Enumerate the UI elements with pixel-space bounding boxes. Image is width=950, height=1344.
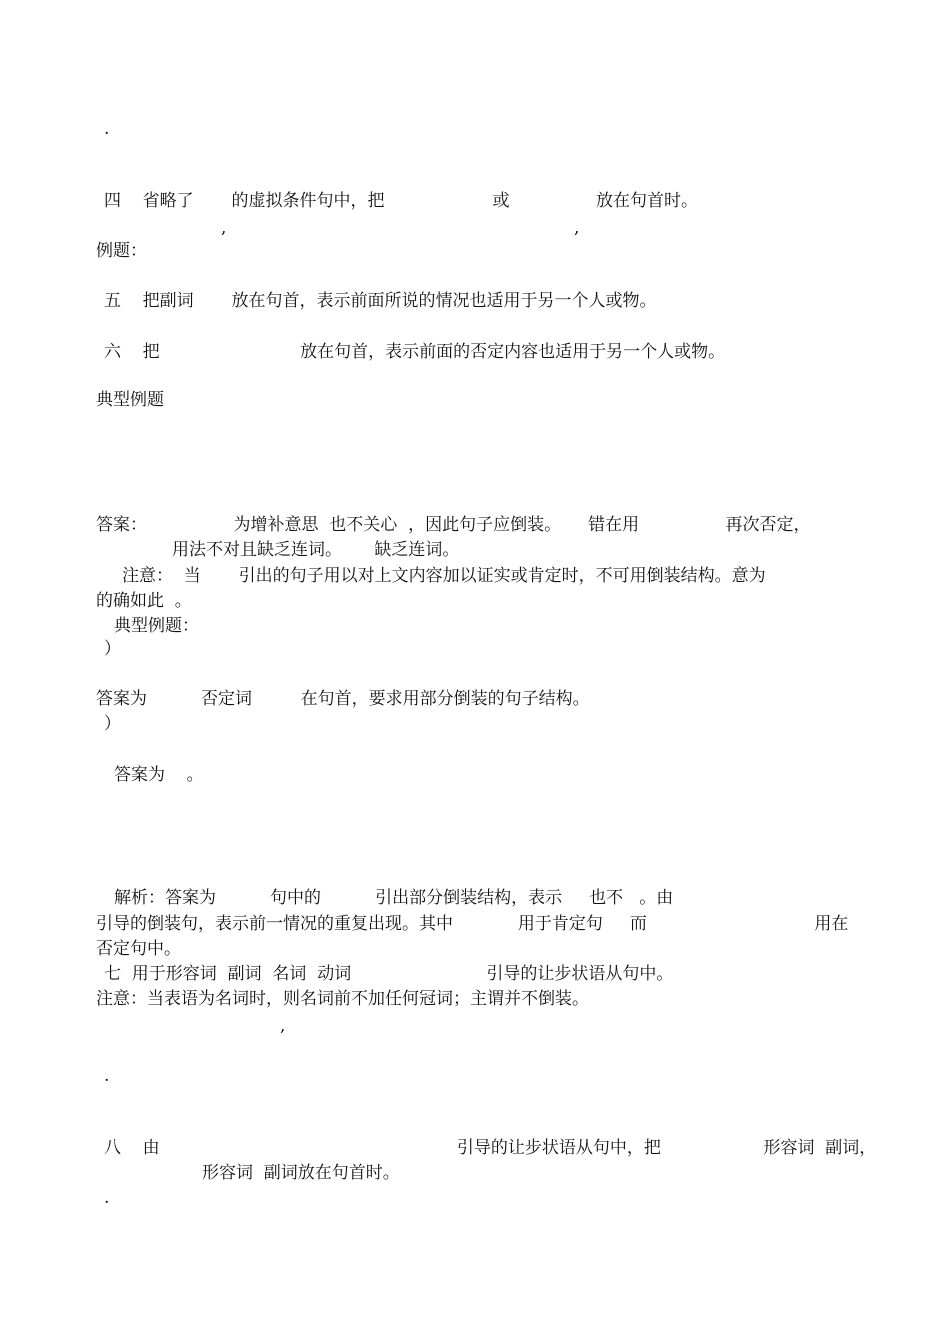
answer-line-1: 答案： 为增补意思 也不关心 ，因此句子应倒装。 错在用 再次否定， bbox=[96, 515, 811, 535]
note-line-2: 的确如此 。 bbox=[96, 591, 192, 611]
section-five: 五 把副词 放在句首，表示前面所说的情况也适用于另一个人或物。 bbox=[104, 291, 657, 311]
analysis-line-2: 引导的倒装句，表示前一情况的重复出现。其中 用于肯定句 而 用在 bbox=[96, 914, 849, 934]
answer-line-2: 用法不对且缺乏连词。 缺乏连词。 bbox=[172, 540, 460, 560]
comma-mark: , bbox=[574, 218, 580, 238]
section-four: 四 省略了 的虚拟条件句中，把 或 放在句首时。 bbox=[104, 191, 698, 211]
section-eight-line-2: 形容词 副词放在句首时。 bbox=[202, 1163, 400, 1183]
note-predicate: 注意：当表语为名词时，则名词前不加任何冠词；主谓并不倒装。 bbox=[96, 989, 589, 1009]
note-line-1: 注意： 当 引出的句子用以对上文内容加以证实或肯定时，不可用倒装结构。意为 bbox=[122, 566, 766, 586]
paren-mark: ） bbox=[104, 639, 121, 659]
answer-negative-word: 答案为 否定词 在句首，要求用部分倒装的句子结构。 bbox=[96, 689, 590, 709]
section-six: 六 把 放在句首，表示前面的否定内容也适用于另一个人或物。 bbox=[104, 342, 726, 362]
typical-example-heading: 典型例题 bbox=[96, 390, 164, 410]
analysis-line-1: 解析：答案为 句中的 引出部分倒装结构，表示 也不 。由 bbox=[114, 888, 674, 908]
example-label: 例题： bbox=[96, 241, 147, 261]
typical-example-label: 典型例题： bbox=[114, 616, 199, 636]
dot-mark: . bbox=[104, 119, 110, 139]
analysis-line-3: 否定句中。 bbox=[96, 939, 181, 959]
comma-mark: , bbox=[221, 218, 227, 238]
dot-mark: . bbox=[104, 1188, 110, 1208]
paren-mark: ） bbox=[104, 714, 121, 734]
answer-short: 答案为 。 bbox=[114, 765, 204, 785]
dot-mark: . bbox=[104, 1066, 110, 1086]
comma-mark: , bbox=[280, 1016, 286, 1036]
section-eight-line-1: 八 由 引导的让步状语从句中，把 形容词 副词， bbox=[104, 1138, 877, 1158]
section-seven: 七 用于形容词 副词 名词 动词 引导的让步状语从句中。 bbox=[104, 964, 674, 984]
